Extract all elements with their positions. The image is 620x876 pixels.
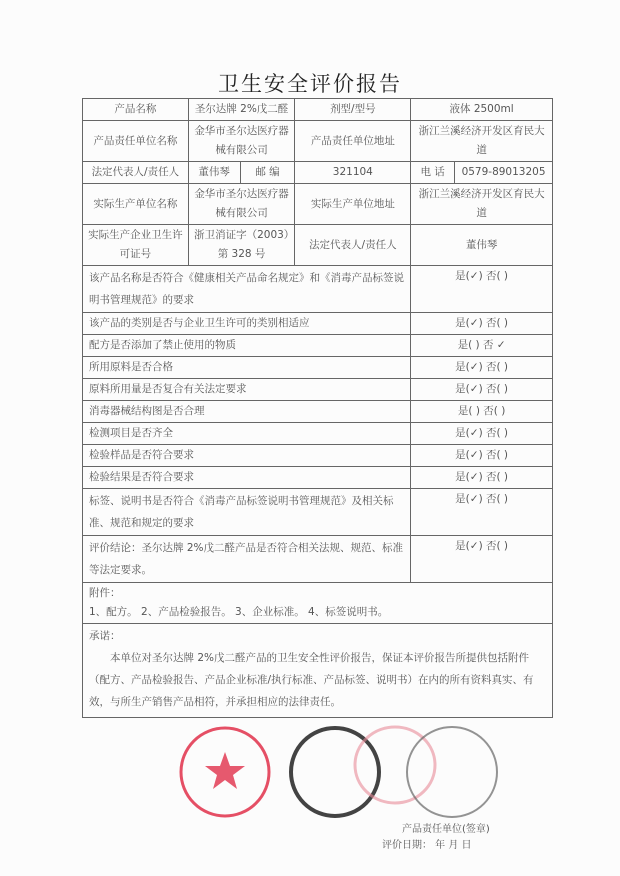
check-row — [83, 423, 553, 445]
value: 321104 — [295, 162, 411, 184]
check-answer: 是(✓) 否( ) — [411, 445, 553, 467]
check-question: 配方是否添加了禁止使用的物质 — [83, 335, 411, 357]
check-row — [83, 357, 553, 379]
label: 剂型/型号 — [295, 99, 411, 121]
red-seal-stamp — [177, 724, 273, 820]
signature-date: 评价日期： 年 月 日 — [382, 840, 472, 851]
gray-seal-stamp — [402, 724, 502, 820]
check-row — [83, 401, 553, 423]
check-answer: 是(✓) 否( ) — [411, 423, 553, 445]
signature-block — [382, 822, 553, 854]
table-row — [83, 225, 553, 266]
check-question: 该产品名称是否符合《健康相关产品命名规定》和《消毒产品标签说明书管理规范》的要求 — [83, 266, 411, 313]
check-row — [83, 379, 553, 401]
stamps-area — [82, 724, 553, 820]
check-answer: 是(✓) 否( ) — [411, 379, 553, 401]
value: 金华市圣尔达医疗器械有限公司 — [188, 184, 295, 225]
table-row — [83, 121, 553, 162]
attachments-label: 附件： — [89, 587, 121, 599]
check-answer: 是(✓) 否( ) — [411, 467, 553, 489]
check-question: 评价结论：圣尔达牌 2%戊二醛产品是否符合相关法规、规范、标准等法定要求。 — [83, 536, 411, 583]
label: 产品名称 — [83, 99, 189, 121]
check-row — [83, 489, 553, 536]
value: 0579-89013205 — [455, 162, 553, 184]
check-question: 原料所用量是否复合有关法定要求 — [83, 379, 411, 401]
label: 邮 编 — [240, 162, 295, 184]
commitment-row — [83, 624, 553, 718]
commitment-text: 本单位对圣尔达牌 2%戊二醛产品的卫生安全性评价报告，保证本评价报告所提供包括附件（配方、产品检验报告、产品企业标准/执行标准、产品标签、说明书）在内的所有资料真实、有效，与所生产销售产品相符，并承担相应的法律责任。 — [89, 652, 534, 708]
report-table — [82, 98, 553, 718]
label: 法定代表人/责任人 — [295, 225, 411, 266]
signature-unit: 产品责任单位(签章) — [402, 824, 490, 835]
check-question: 标签、说明书是否符合《消毒产品标签说明书管理规范》及相关标准、规范和规定的要求 — [83, 489, 411, 536]
label: 产品责任单位地址 — [295, 121, 411, 162]
value: 浙卫消证字（2003）第 328 号 — [188, 225, 295, 266]
document-title: 卫生安全评价报告 — [218, 72, 402, 96]
value: 浙江兰溪经济开发区育民大道 — [411, 184, 553, 225]
check-question: 消毒器械结构图是否合理 — [83, 401, 411, 423]
check-row — [83, 445, 553, 467]
check-question: 该产品的类别是否与企业卫生许可的类别相适应 — [83, 313, 411, 335]
check-answer: 是(✓) 否( ) — [411, 357, 553, 379]
table-row — [83, 162, 553, 184]
attachments-row — [83, 583, 553, 624]
check-row — [83, 313, 553, 335]
check-question: 检验样品是否符合要求 — [83, 445, 411, 467]
value: 液体 2500ml — [411, 99, 553, 121]
check-question: 所用原料是否合格 — [83, 357, 411, 379]
label: 法定代表人/责任人 — [83, 162, 189, 184]
label: 实际生产企业卫生许可证号 — [83, 225, 189, 266]
table-row — [83, 99, 553, 121]
check-answer: 是(✓) 否( ) — [411, 536, 553, 583]
check-question: 检测项目是否齐全 — [83, 423, 411, 445]
value: 金华市圣尔达医疗器械有限公司 — [188, 121, 295, 162]
check-question: 检验结果是否符合要求 — [83, 467, 411, 489]
check-answer: 是( ) 否( ) — [411, 401, 553, 423]
value: 圣尔达牌 2%戊二醛 — [188, 99, 295, 121]
check-row — [83, 335, 553, 357]
value: 董伟琴 — [188, 162, 240, 184]
table-row — [83, 184, 553, 225]
report-body — [82, 98, 553, 854]
label: 产品责任单位名称 — [83, 121, 189, 162]
value: 董伟琴 — [411, 225, 553, 266]
attachments-text: 1、配方。 2、产品检验报告。 3、企业标准。 4、标签说明书。 — [89, 606, 389, 618]
check-answer: 是(✓) 否( ) — [411, 489, 553, 536]
label: 电 话 — [411, 162, 455, 184]
label: 实际生产单位名称 — [83, 184, 189, 225]
check-answer: 是( ) 否 ✓ — [411, 335, 553, 357]
check-row — [83, 266, 553, 313]
check-answer: 是(✓) 否( ) — [411, 313, 553, 335]
commitment-label: 承诺： — [89, 630, 121, 642]
label: 实际生产单位地址 — [295, 184, 411, 225]
check-answer: 是(✓) 否( ) — [411, 266, 553, 313]
check-row — [83, 467, 553, 489]
check-row — [83, 536, 553, 583]
value: 浙江兰溪经济开发区育民大道 — [411, 121, 553, 162]
